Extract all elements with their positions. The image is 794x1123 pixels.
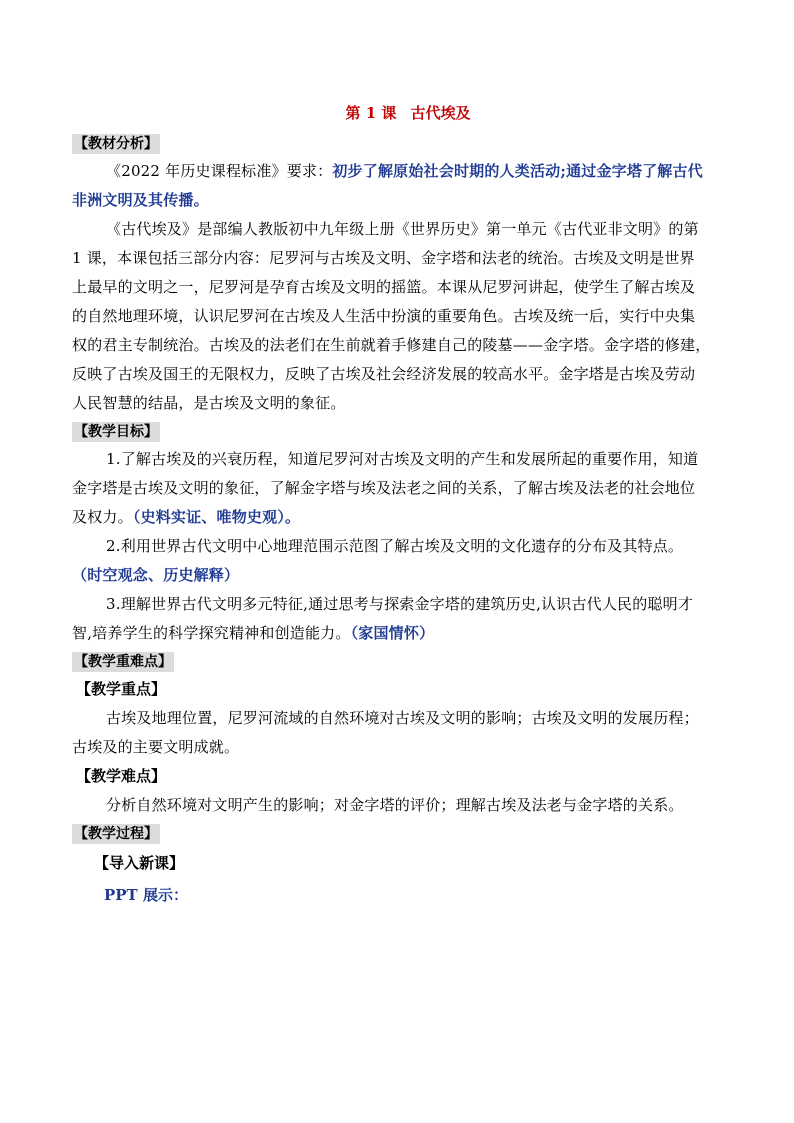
lesson-name: 古代埃及	[410, 104, 471, 122]
standard-line-2	[72, 186, 724, 215]
section-process	[72, 820, 724, 847]
objective-2-competency: （时空观念、历史解释）	[72, 566, 240, 584]
standard-prefix: 《2022 年历史课程标准》要求：	[106, 162, 333, 180]
objective-1-line: 金字塔是古埃及文明的象征，了解金字塔与埃及法老之间的关系，了解古埃及法老的社会地位	[72, 479, 696, 497]
objective-1-competency: （史料实证、唯物史观）。	[132, 508, 301, 526]
objective-2-competency-line	[72, 561, 724, 590]
objective-3-line: 3.理解世界古代文明多元特征,通过思考与探索金字塔的建筑历史,认识古代人民的聪明才	[106, 595, 694, 613]
page-title	[92, 96, 724, 130]
analysis-paragraph-line: 1 课，本课包括三部分内容：尼罗河与古埃及文明、金字塔和法老的统治。古埃及文明是世界	[72, 249, 695, 267]
document-page	[72, 96, 724, 911]
analysis-paragraph-line: 上最早的文明之一，尼罗河是孕育古埃及文明的摇篮。本课从尼罗河讲起，使学生了解古埃及	[72, 278, 696, 296]
standard-requirement-1: 初步了解原始社会时期的人类活动;通过金字塔了解古代	[332, 162, 703, 180]
objective-1-line-3	[72, 503, 724, 532]
focus-header: 【教学重点】	[76, 680, 167, 698]
objective-3-text: 智,培养学生的科学探究精神和创造能力。	[72, 624, 351, 642]
objective-3-line-2	[72, 619, 724, 648]
objective-1-text: 及权力。	[72, 508, 133, 526]
focus-line: 古埃及地理位置，尼罗河流域的自然环境对古埃及文明的影响；古埃及文明的发展历程；	[106, 709, 699, 727]
analysis-paragraph-line: 权的君主专制统治。古埃及的法老们在生前就着手修建自己的陵墓——金字塔。金字塔的修建，	[72, 336, 711, 354]
process-header: 【教学过程】	[74, 826, 158, 842]
objective-1-line: 1.了解古埃及的兴衰历程，知道尼罗河对古埃及文明的产生和发展所起的重要作用，知道	[106, 450, 699, 468]
standard-line-1	[72, 157, 724, 186]
intro-header: 【导入新课】	[94, 854, 185, 872]
key-points-header: 【教学重难点】	[74, 654, 172, 670]
analysis-header: 【教材分析】	[74, 136, 158, 152]
analysis-paragraph-line: 《古代埃及》是部编人教版初中九年级上册《世界历史》第一单元《古代亚非文明》的第	[106, 220, 699, 238]
section-analysis	[72, 130, 724, 157]
lesson-number: 第 1 课	[345, 104, 397, 122]
objective-3-competency: （家国情怀）	[350, 624, 435, 642]
section-objectives	[72, 418, 724, 445]
analysis-paragraph-line: 反映了古埃及国王的无限权力，反映了古埃及社会经济发展的较高水平。金字塔是古埃及劳动	[72, 365, 696, 383]
difficulty-header: 【教学难点】	[76, 767, 167, 785]
ppt-label: PPT 展示：	[104, 886, 188, 904]
standard-requirement-2: 非洲文明及其传播。	[72, 191, 209, 209]
analysis-paragraph-line: 的自然地理环境，认识尼罗河在古埃及人生活中扮演的重要角色。古埃及统一后，实行中央集	[72, 307, 696, 325]
objectives-header: 【教学目标】	[74, 424, 158, 440]
analysis-paragraph-line: 人民智慧的结晶，是古埃及文明的象征。	[72, 394, 346, 412]
difficulty-line: 分析自然环境对文明产生的影响；对金字塔的评价；理解古埃及法老与金字塔的关系。	[106, 796, 684, 814]
section-key-points	[72, 648, 724, 675]
focus-line: 古埃及的主要文明成就。	[72, 738, 240, 756]
objective-2-line: 2.利用世界古代文明中心地理范围示范图了解古埃及文明的文化遗存的分布及其特点。	[106, 537, 684, 555]
